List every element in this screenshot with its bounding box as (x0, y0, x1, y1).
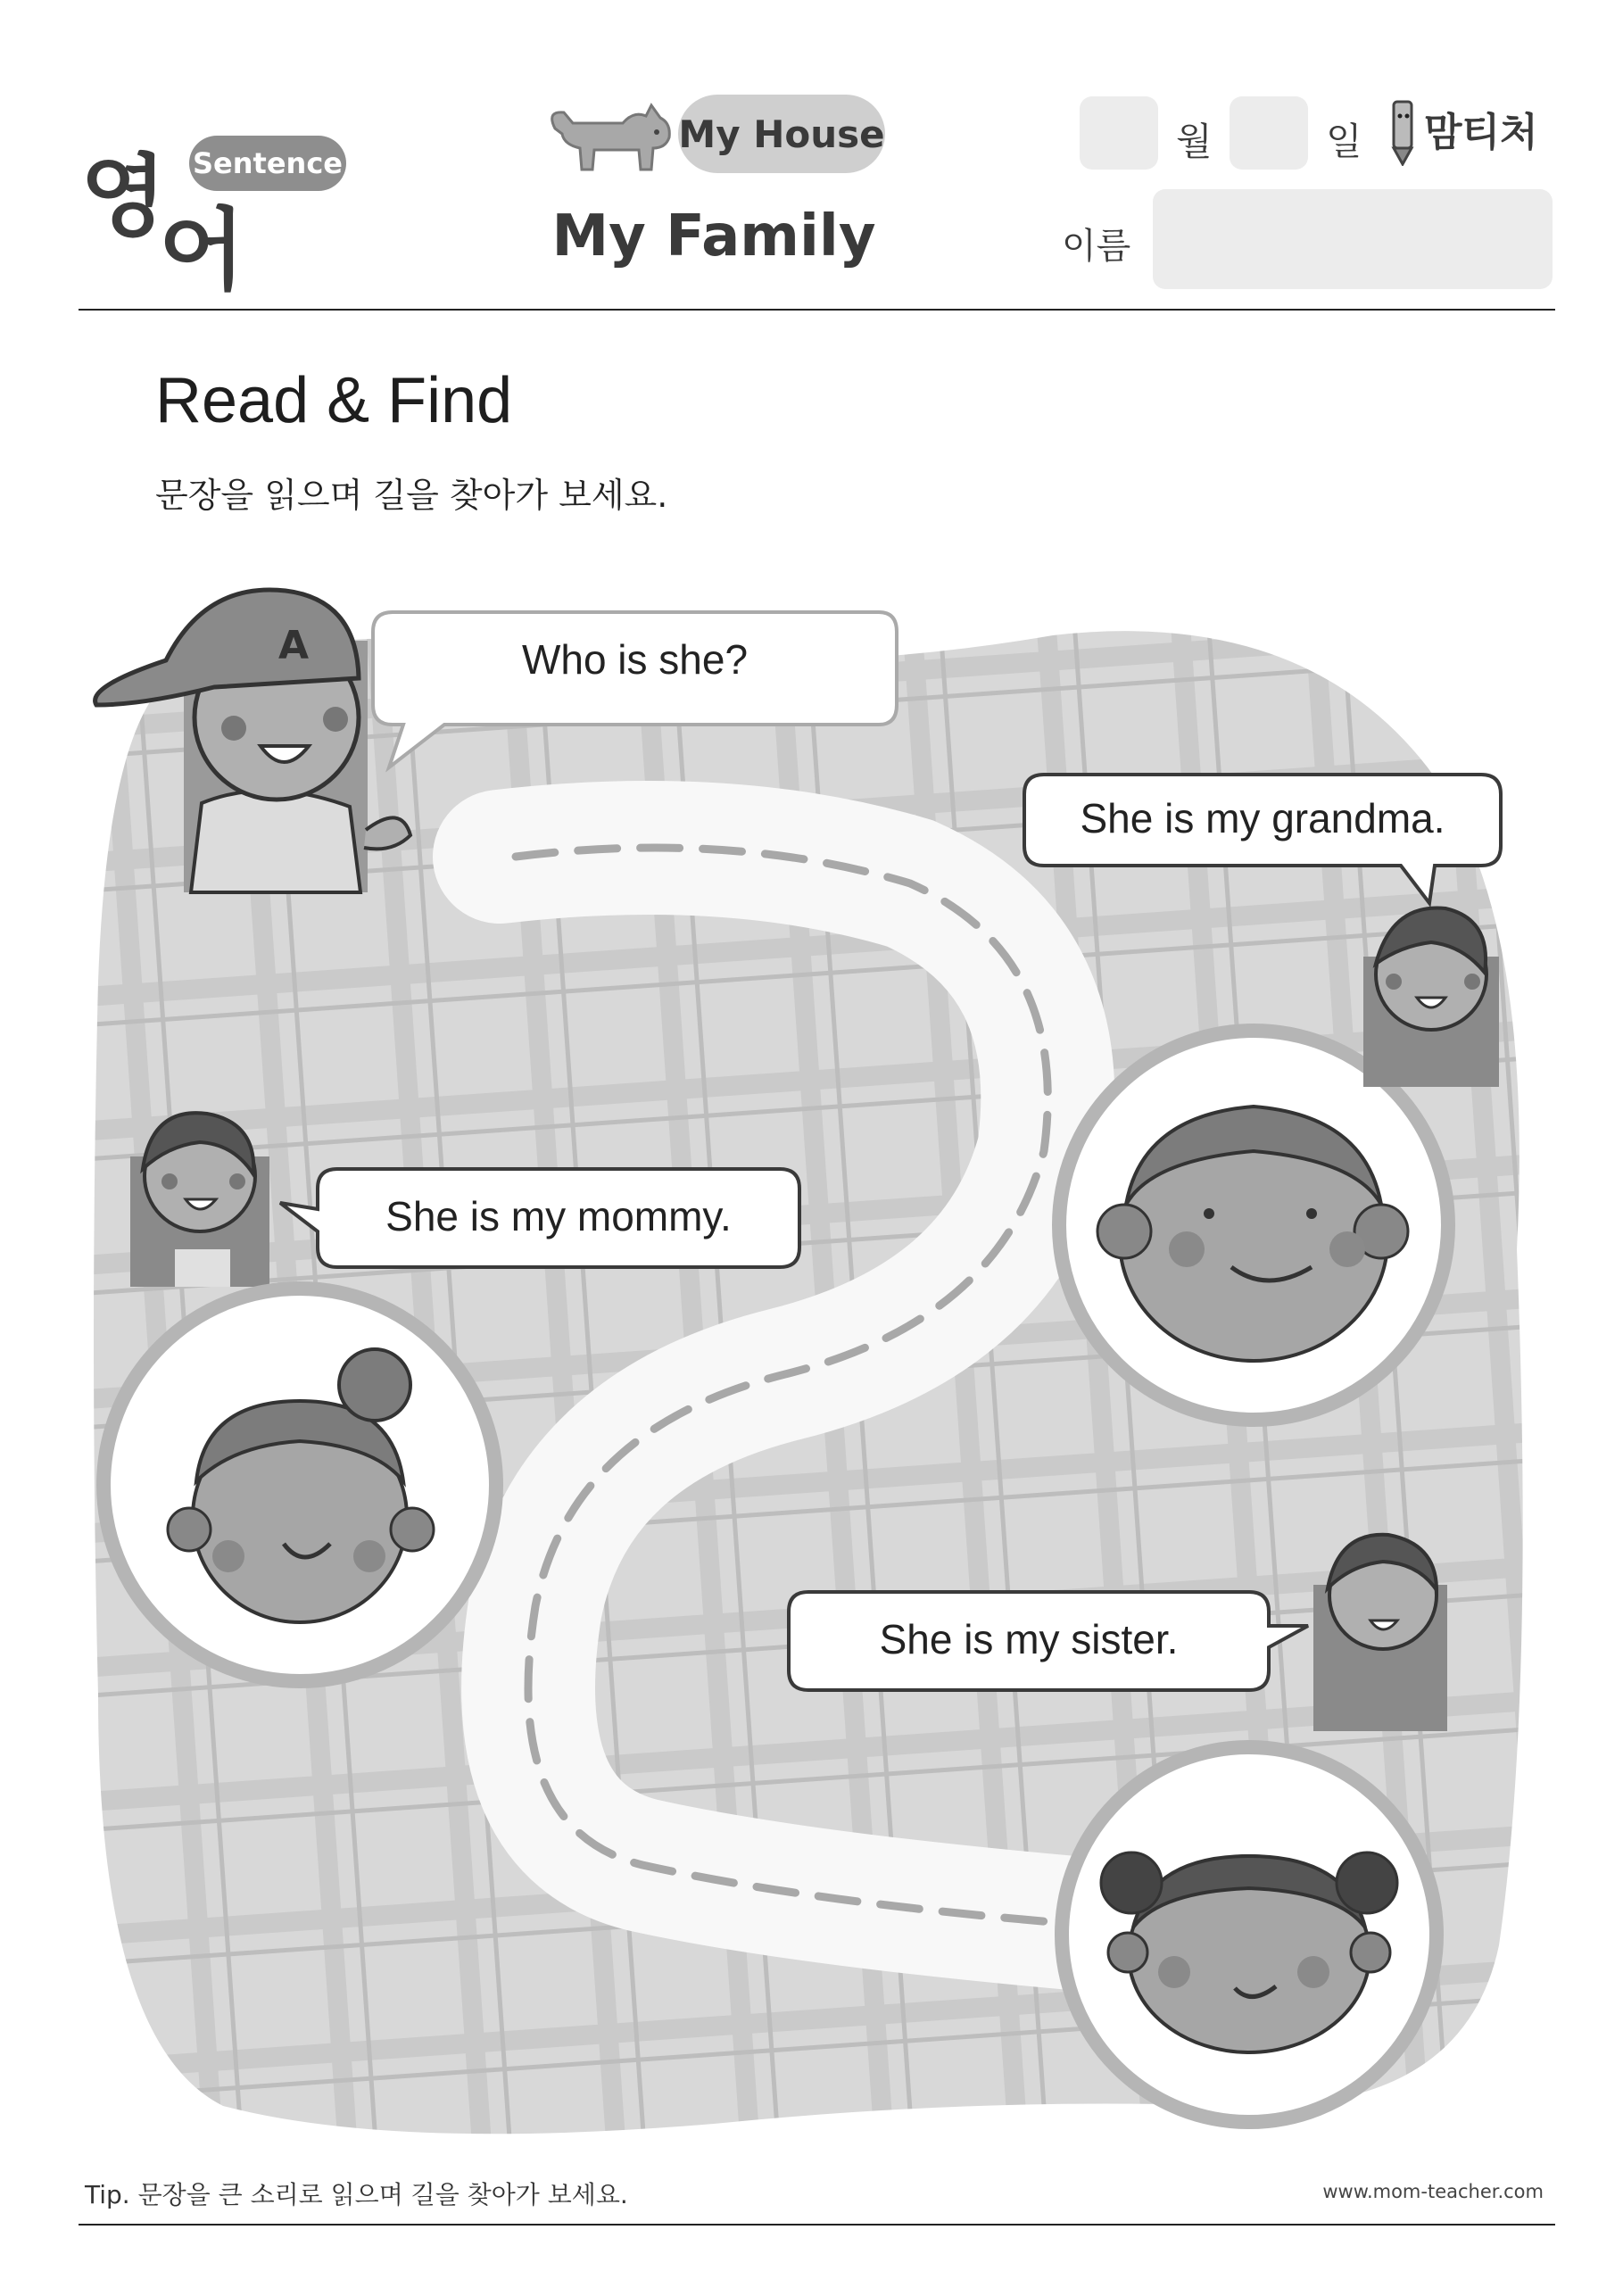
footer-tip: Tip. 문장을 큰 소리로 읽으며 길을 찾아가 보세요. (85, 2180, 628, 2209)
unit-label: My House (678, 95, 885, 173)
mommy-bubble-text: She is my mommy. (385, 1193, 732, 1239)
name-label: 이름 (1062, 226, 1131, 267)
girl-character-left (130, 1113, 269, 1287)
logo-syllable-bottom: 어 (159, 198, 245, 303)
sister-face-circle[interactable] (1062, 1747, 1437, 2122)
grandma-bubble-text: She is my grandma. (1080, 795, 1445, 841)
brand-logo: 맘티처 (1424, 110, 1538, 155)
worksheet-title: My Family (551, 203, 876, 269)
footer-divider (79, 2224, 1555, 2226)
grandma-face-circle[interactable] (1059, 1031, 1448, 1420)
activity-heading: Read & Find (155, 365, 513, 436)
sister-bubble-text: She is my sister. (879, 1616, 1179, 1662)
svg-text:A: A (278, 623, 310, 668)
activity-instruction: 문장을 읽으며 길을 찾아가 보세요. (155, 476, 668, 515)
mommy-face-circle[interactable] (104, 1289, 496, 1681)
month-label: 월 (1176, 120, 1213, 163)
question-bubble-text: Who is she? (521, 636, 749, 683)
footer-website: www.mom-teacher.com (1322, 2181, 1544, 2202)
day-label: 일 (1326, 120, 1362, 163)
sentence-badge: Sentence (189, 136, 346, 191)
logo-syllable-top: 영 (80, 145, 167, 249)
girl-character-sister (1313, 1535, 1447, 1731)
